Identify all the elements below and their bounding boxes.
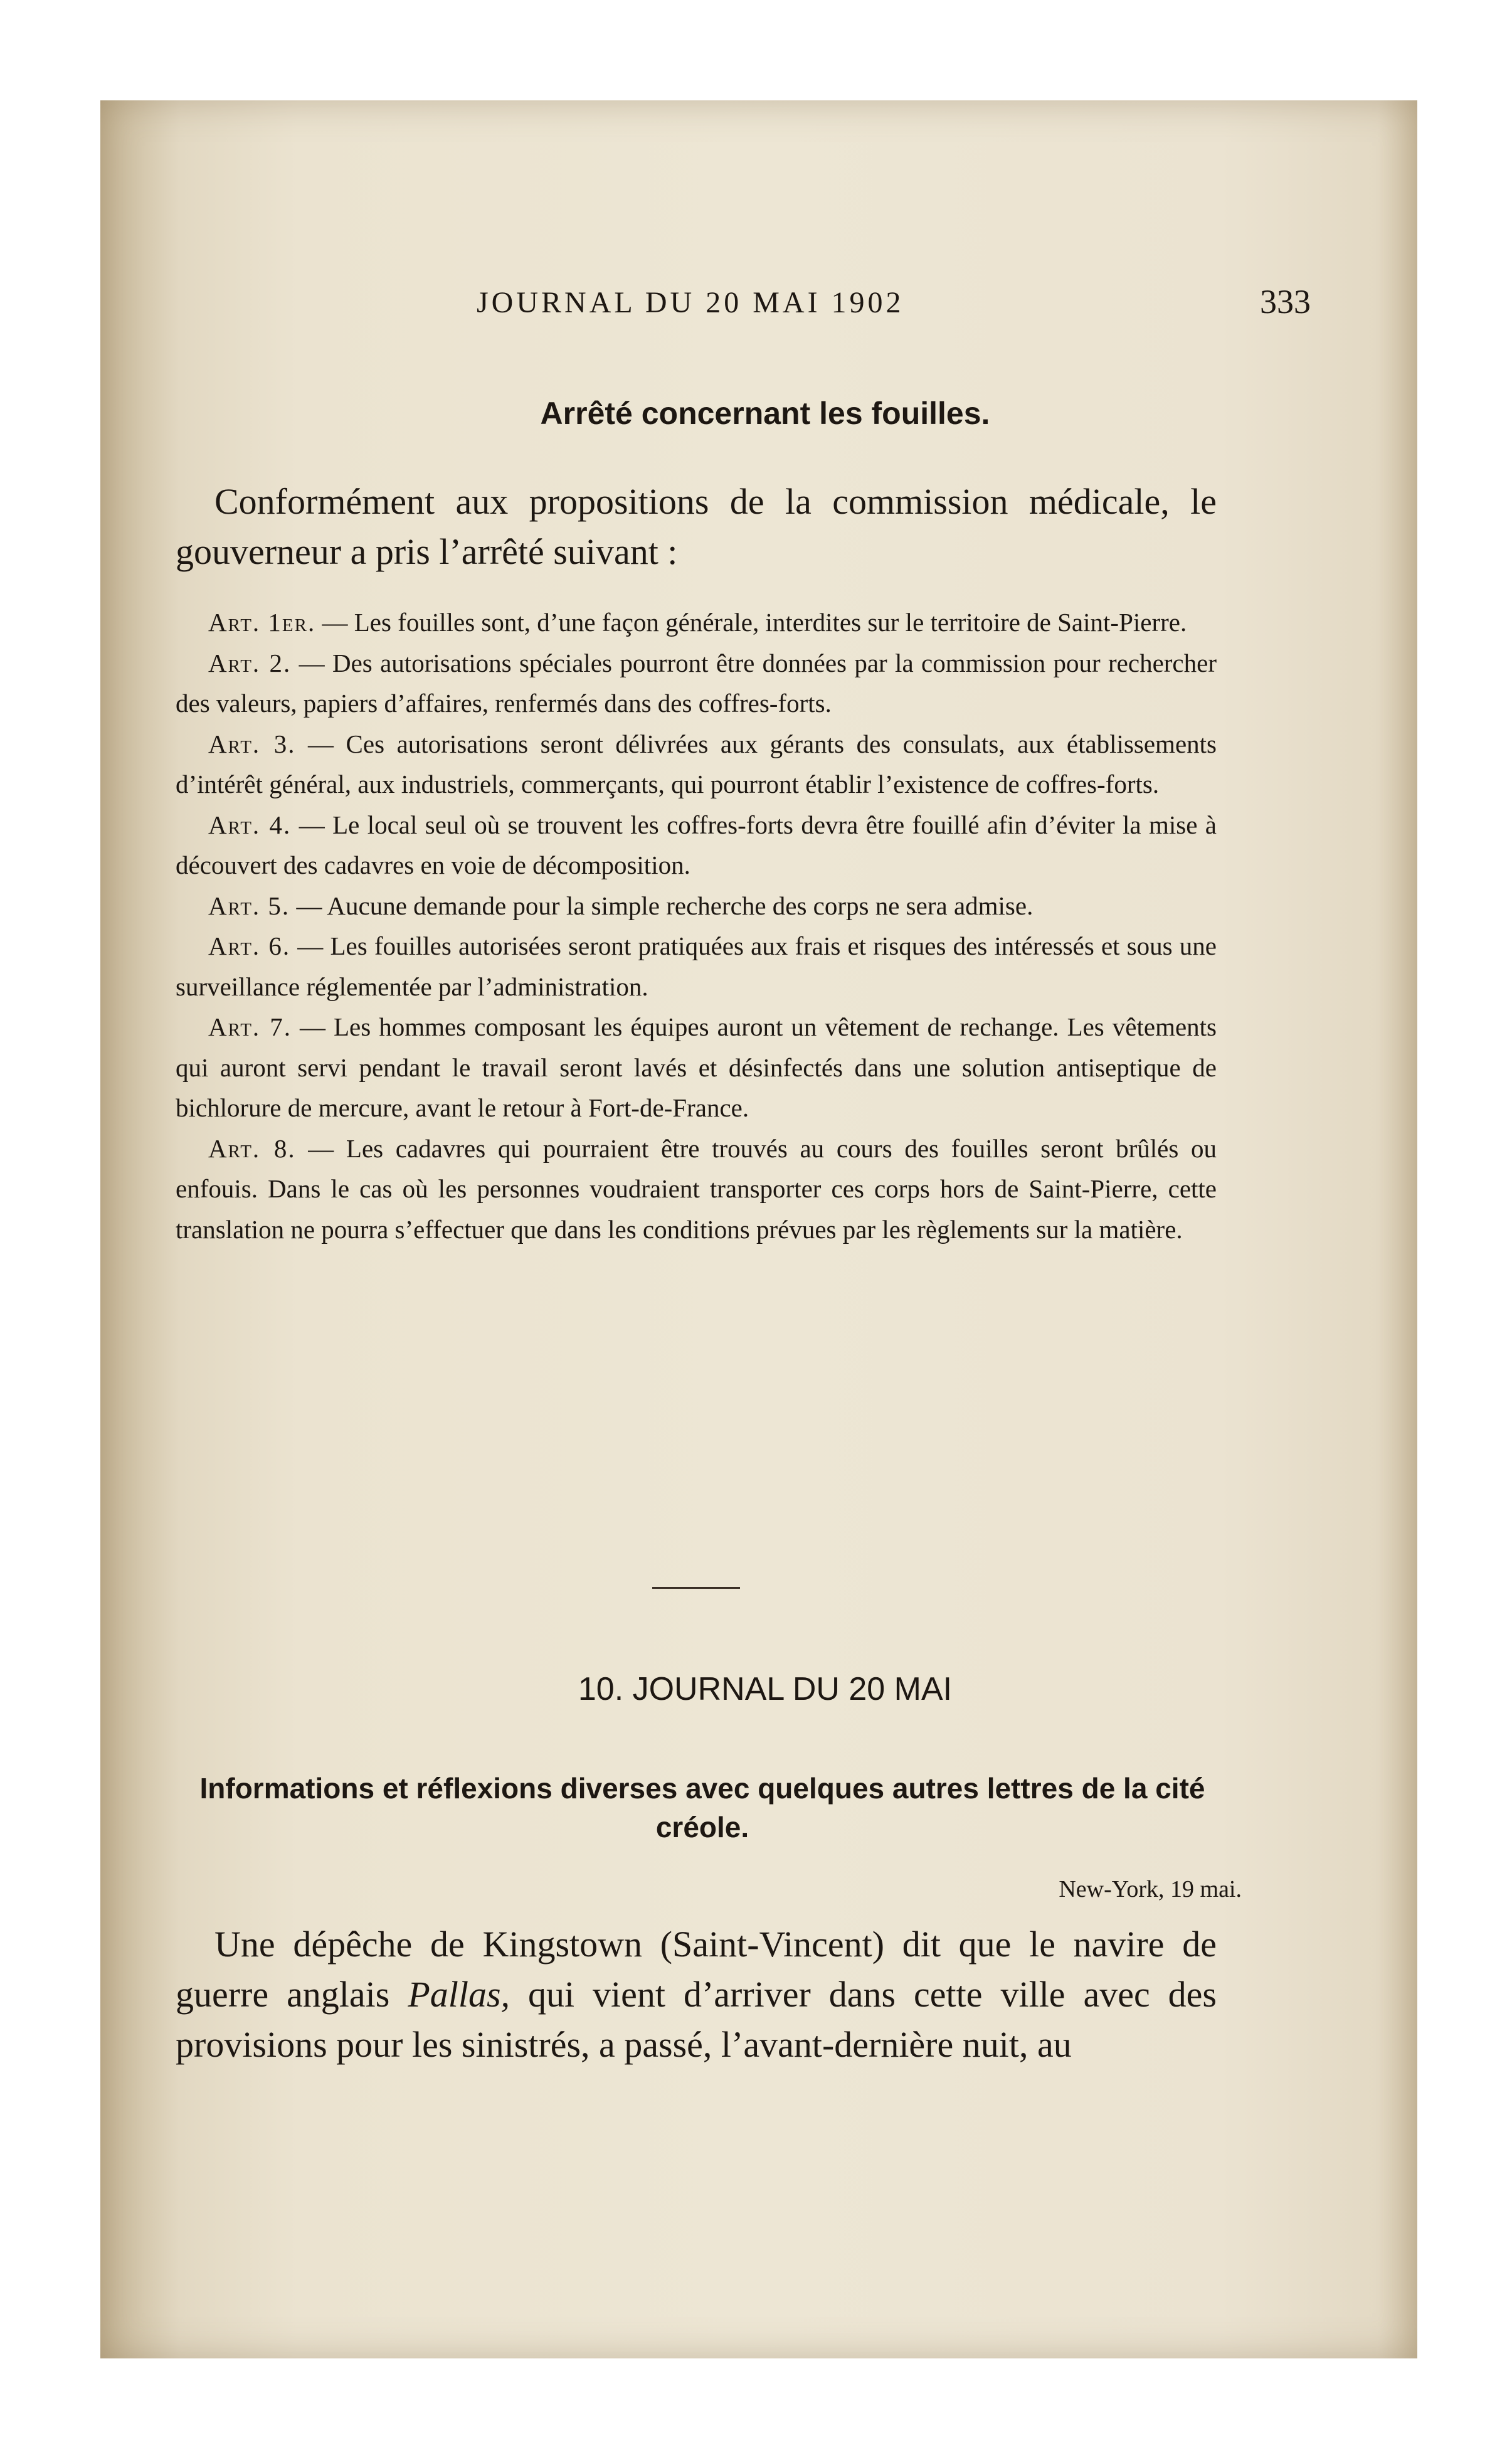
article-text: — Les fouilles sont, d’une façon générale, interdites sur le territoire de Saint-Pierre. — [315, 608, 1187, 637]
section-title: Arrêté concernant les fouilles. — [540, 396, 990, 431]
running-head: JOURNAL DU 20 MAI 1902 — [477, 286, 904, 319]
article-5 — [176, 886, 1217, 926]
article-text: — Aucune demande pour la simple recherche des corps ne sera admise. — [290, 891, 1034, 920]
article-label: Art. 1er. — [208, 608, 316, 637]
article-2 — [176, 643, 1217, 724]
article-text: — Ces autorisations seront délivrées aux gérants des consulats, aux établissements d’intérêt général, aux industriels, commerçants, qui pourront établir l’existence de coffres-forts. — [176, 729, 1217, 798]
article-label: Art. 8. — [208, 1133, 296, 1163]
article-6 — [176, 926, 1217, 1007]
article-label: Art. 6. — [208, 931, 291, 960]
article-1 — [176, 602, 1217, 643]
article-4 — [176, 805, 1217, 886]
chapter-heading: 10. JOURNAL DU 20 MAI — [578, 1671, 953, 1707]
body-text-end: qui vient d’arriver dans cette ville avec des provisions pour les sinistrés, a passé, l’avant-dernière nuit, au — [176, 1974, 1217, 2065]
article-text: — Des autorisations spéciales pourront être données par la commission pour rechercher des valeurs, papiers d’affaires, renfermés dans des coffres-forts. — [176, 648, 1217, 718]
article-7 — [176, 1007, 1217, 1128]
intro-paragraph: Conformément aux propositions de la commission médicale, le gouverneur a pris l’arrêté suivant : — [176, 481, 1217, 572]
article-list — [176, 602, 1217, 1249]
dateline: New-York, 19 mai. — [1059, 1876, 1242, 1902]
article-label: Art. 4. — [208, 810, 292, 839]
article-text: — Les fouilles autorisées seront pratiquées aux frais et risques des intéressés et sous une surveillance réglementée par l’administration. — [176, 931, 1217, 1001]
article-text: — Les cadavres qui pourraient être trouvés au cours des fouilles seront brûlés ou enfouis. Dans le cas où les personnes voudraient transporter ces corps hors de Saint-Pierre, cette translation ne pourra s’effectuer que dans les conditions prévues par les règlements sur la matière. — [176, 1133, 1217, 1244]
article-label: Art. 5. — [208, 891, 290, 920]
article-label: Art. 2. — [208, 648, 292, 677]
scanned-page — [100, 100, 1417, 2358]
body-text-start: Une dépêche de Kingstown (Saint-Vincent) dit que le navire de guerre anglais — [176, 1924, 1217, 2015]
article-3 — [176, 724, 1217, 805]
chapter-subtitle: Informations et réflexions diverses avec quelques autres lettres de la cité créole. — [199, 1772, 1205, 1843]
body-paragraph — [176, 1919, 1217, 2070]
page-number: 333 — [1260, 283, 1311, 321]
article-8 — [176, 1128, 1217, 1250]
section-divider — [652, 1587, 740, 1589]
article-text: — Les hommes composant les équipes auront un vêtement de rechange. Les vêtements qui auront servi pendant le travail seront lavés et désinfectés dans une solution antiseptique de bichlorure de mercure, avant le retour à Fort-de-France. — [176, 1012, 1217, 1122]
article-text: — Le local seul où se trouvent les coffres-forts devra être fouillé afin d’éviter la mise à découvert des cadavres en voie de décomposition. — [176, 810, 1217, 879]
article-label: Art. 3. — [208, 729, 296, 758]
article-label: Art. 7. — [208, 1012, 292, 1041]
ship-name: Pallas, — [408, 1974, 510, 2015]
